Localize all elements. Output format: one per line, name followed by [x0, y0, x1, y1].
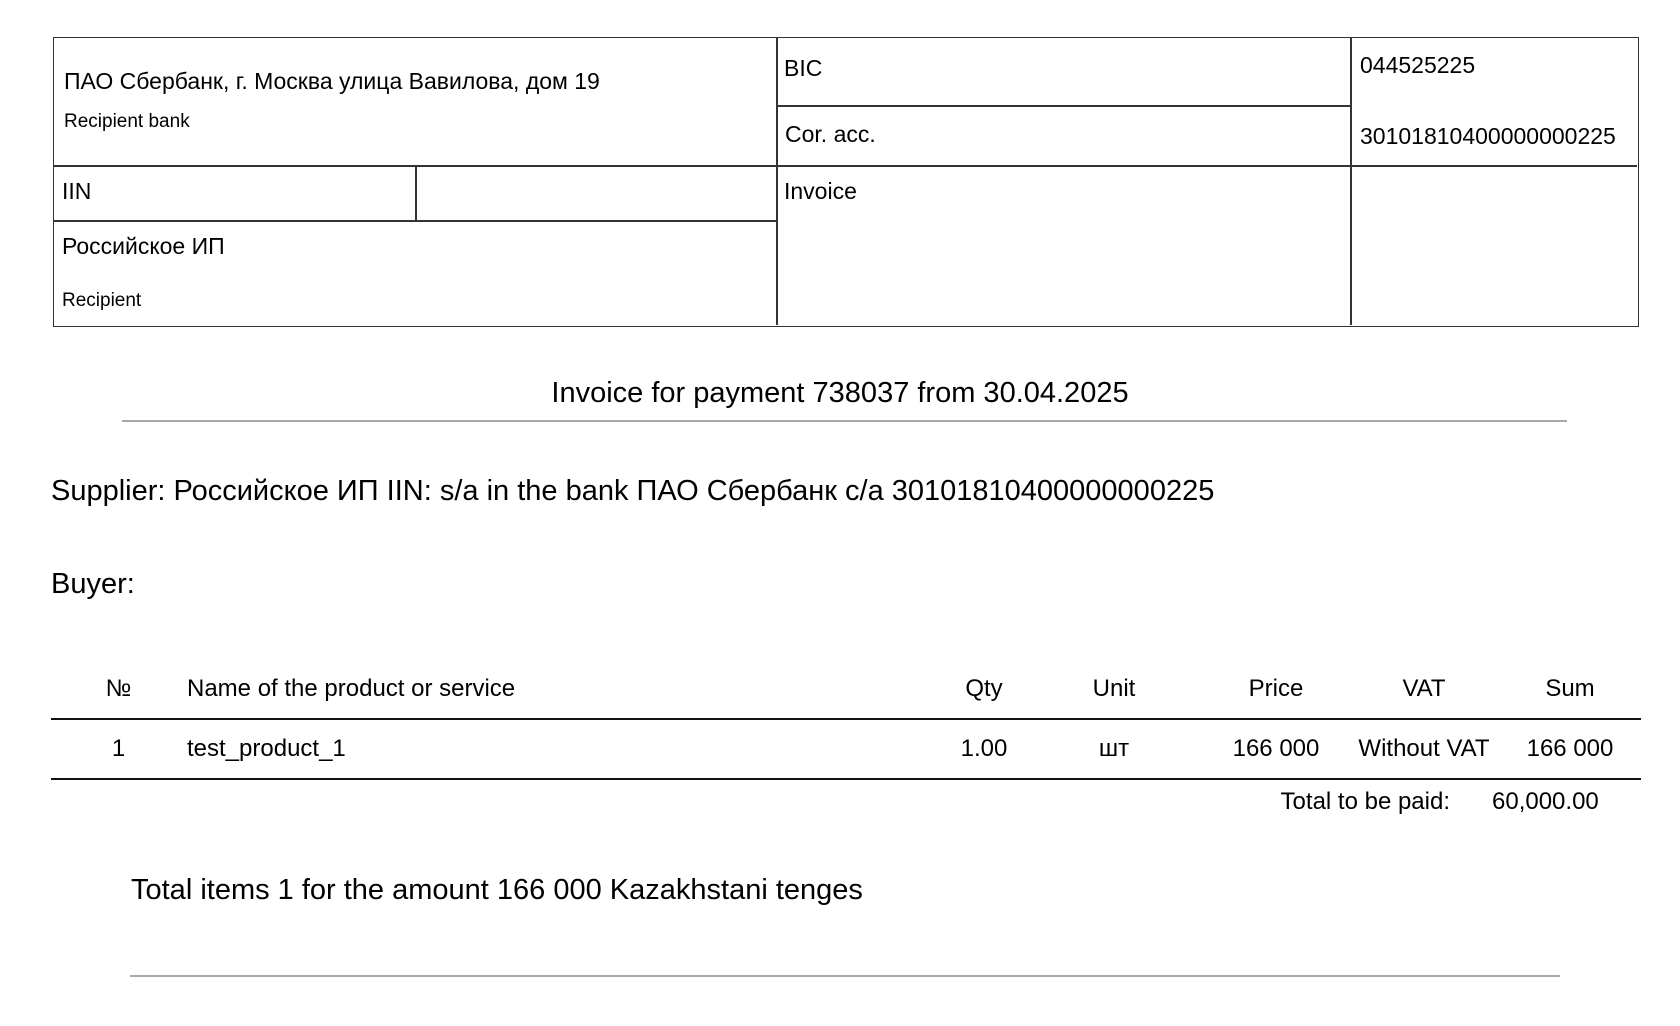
total-row	[0, 788, 1680, 820]
bic-label: BIC	[784, 55, 823, 81]
total-value: 60,000.00	[1492, 788, 1599, 815]
cell-qty: 1.00	[960, 735, 1008, 762]
invoice-label: Invoice	[784, 178, 857, 204]
divider	[415, 165, 417, 220]
buyer-line: Buyer:	[51, 568, 135, 600]
divider	[776, 38, 778, 325]
divider	[54, 165, 1637, 167]
column-header-sum: Sum	[1545, 675, 1595, 702]
recipient-bank-caption: Recipient bank	[64, 111, 190, 132]
cell-price: 166 000	[1232, 735, 1320, 762]
cell-sum: 166 000	[1526, 735, 1614, 762]
column-header-vat: VAT	[1402, 675, 1446, 702]
column-header-num: №	[105, 675, 132, 702]
divider	[1350, 38, 1352, 325]
bic-value: 044525225	[1360, 52, 1476, 78]
recipient-caption: Recipient	[62, 290, 142, 311]
footer-divider	[130, 975, 1560, 977]
items-table	[51, 660, 1641, 780]
cell-unit: шт	[1098, 735, 1130, 762]
table-header-row	[51, 660, 1641, 720]
supplier-line: Supplier: Российское ИП IIN: s/a in the bank ПАО Сбербанк c/a 30101810400000000225	[51, 475, 1215, 507]
cell-name: test_product_1	[187, 735, 346, 762]
recipient-name: Российское ИП	[62, 233, 225, 259]
title-divider	[122, 420, 1567, 422]
divider	[776, 105, 1351, 107]
divider	[54, 220, 777, 222]
cor-acc-label: Cor. acc.	[785, 121, 876, 147]
total-items-summary: Total items 1 for the amount 166 000 Kazakhstani tenges	[131, 874, 863, 906]
column-header-price: Price	[1248, 675, 1304, 702]
table-row	[51, 720, 1641, 780]
cor-acc-value: 30101810400000000225	[1360, 123, 1616, 149]
column-header-unit: Unit	[1092, 675, 1136, 702]
column-header-qty: Qty	[965, 675, 1003, 702]
iin-label: IIN	[62, 178, 92, 204]
cell-vat: Without VAT	[1358, 735, 1490, 762]
column-header-name: Name of the product or service	[187, 675, 516, 702]
recipient-bank-name: ПАО Сбербанк, г. Москва улица Вавилова, дом 19	[64, 68, 600, 94]
invoice-title: Invoice for payment 738037 from 30.04.2025	[551, 377, 1129, 409]
bank-details-table	[53, 37, 1639, 327]
cell-num: 1	[111, 735, 126, 762]
total-label: Total to be paid:	[1280, 788, 1450, 815]
